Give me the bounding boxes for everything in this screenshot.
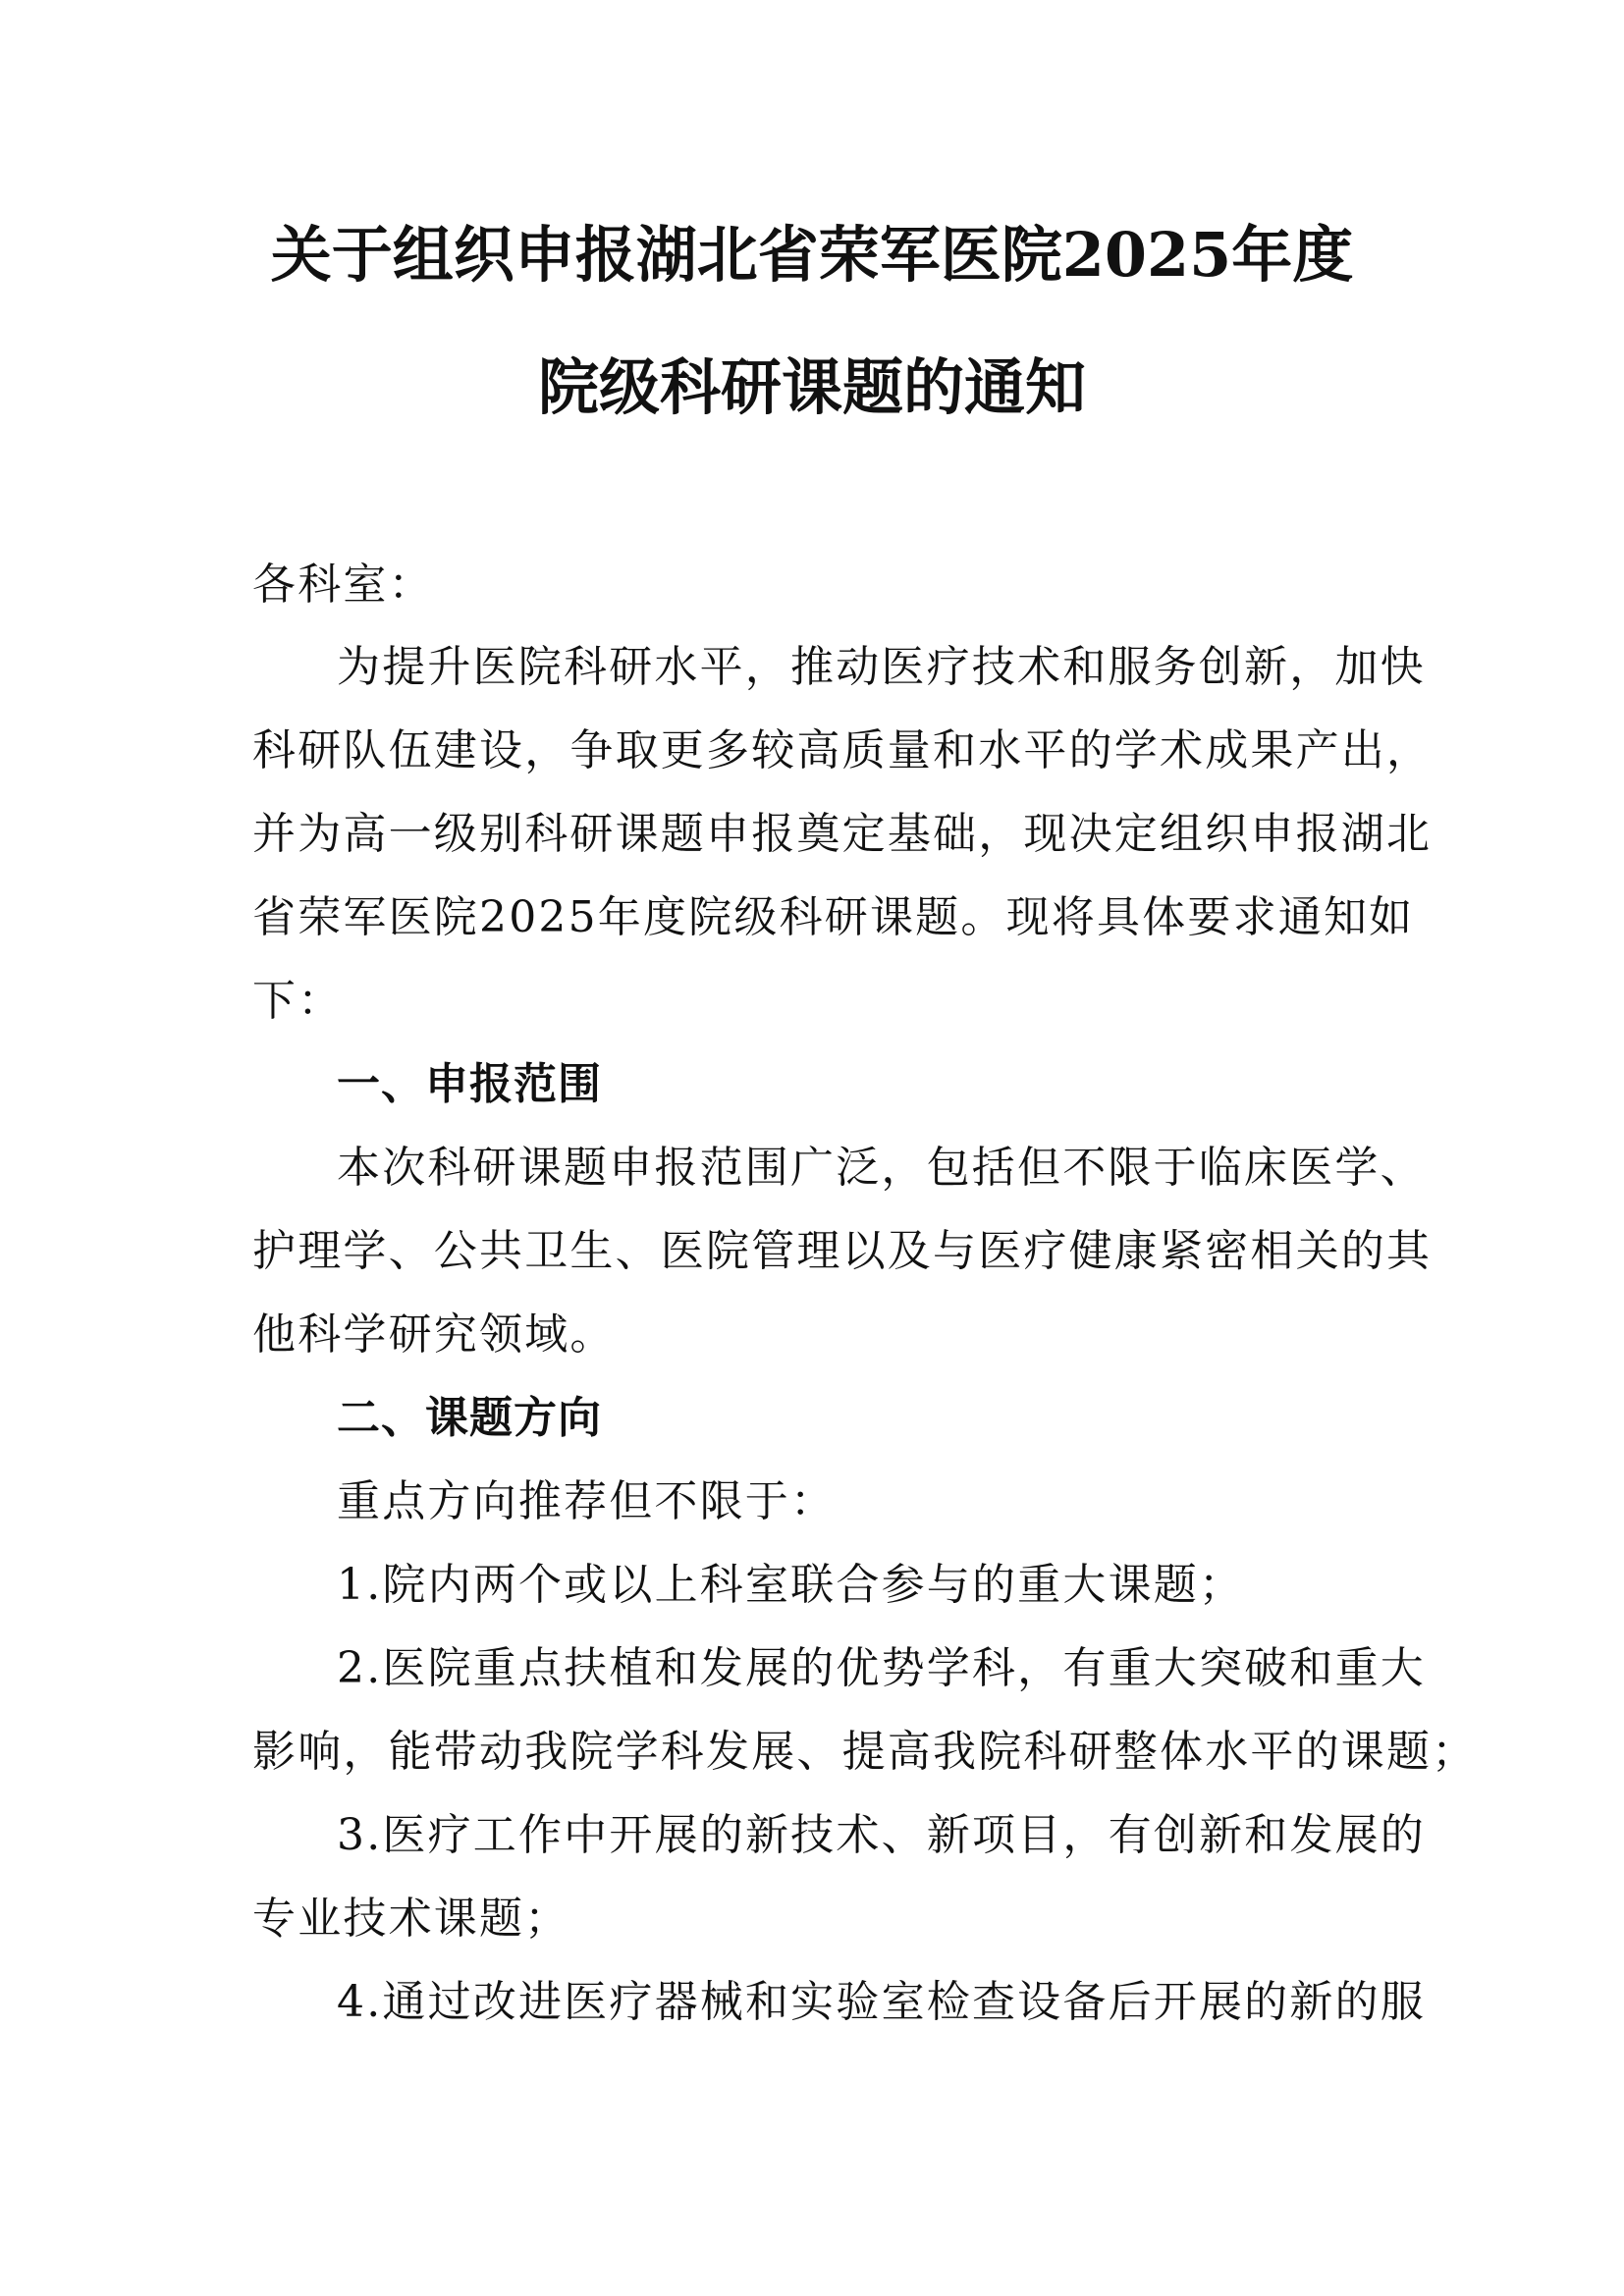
paragraph-line: 他科学研究领域。 bbox=[252, 1309, 616, 1360]
salutation: 各科室： bbox=[252, 560, 434, 610]
document-title-line-1: 关于组织申报湖北省荣军医院2025年度 bbox=[270, 219, 1354, 291]
paragraph-line: 为提升医院科研水平，推动医疗技术和服务创新，加快 bbox=[337, 642, 1426, 692]
paragraph-line: 重点方向推荐但不限于： bbox=[337, 1476, 837, 1526]
paragraph-line: 科研队伍建设，争取更多较高质量和水平的学术成果产出， bbox=[252, 725, 1433, 775]
list-item: 2.医院重点扶植和发展的优势学科，有重大突破和重大 bbox=[337, 1643, 1426, 1693]
list-item: 4.通过改进医疗器械和实验室检查设备后开展的新的服 bbox=[337, 1977, 1426, 2027]
paragraph-line: 并为高一级别科研课题申报奠定基础，现决定组织申报湖北 bbox=[252, 809, 1433, 859]
paragraph-line: 专业技术课题； bbox=[252, 1894, 570, 1944]
paragraph-line: 影响，能带动我院学科发展、提高我院科研整体水平的课题； bbox=[252, 1727, 1478, 1777]
list-item: 3.医疗工作中开展的新技术、新项目，有创新和发展的 bbox=[337, 1810, 1426, 1860]
document-title-line-2: 院级科研课题的通知 bbox=[537, 351, 1086, 423]
paragraph-line: 下： bbox=[252, 976, 344, 1026]
paragraph-line: 本次科研课题申报范围广泛，包括但不限于临床医学、 bbox=[337, 1143, 1426, 1193]
section-heading-direction: 二、课题方向 bbox=[337, 1393, 602, 1443]
paragraph-line: 护理学、公共卫生、医院管理以及与医疗健康紧密相关的其 bbox=[252, 1226, 1433, 1276]
paragraph-line: 省荣军医院2025年度院级科研课题。现将具体要求通知如 bbox=[252, 892, 1415, 942]
section-heading-scope: 一、申报范围 bbox=[337, 1059, 602, 1109]
list-item: 1.院内两个或以上科室联合参与的重大课题； bbox=[337, 1560, 1245, 1610]
